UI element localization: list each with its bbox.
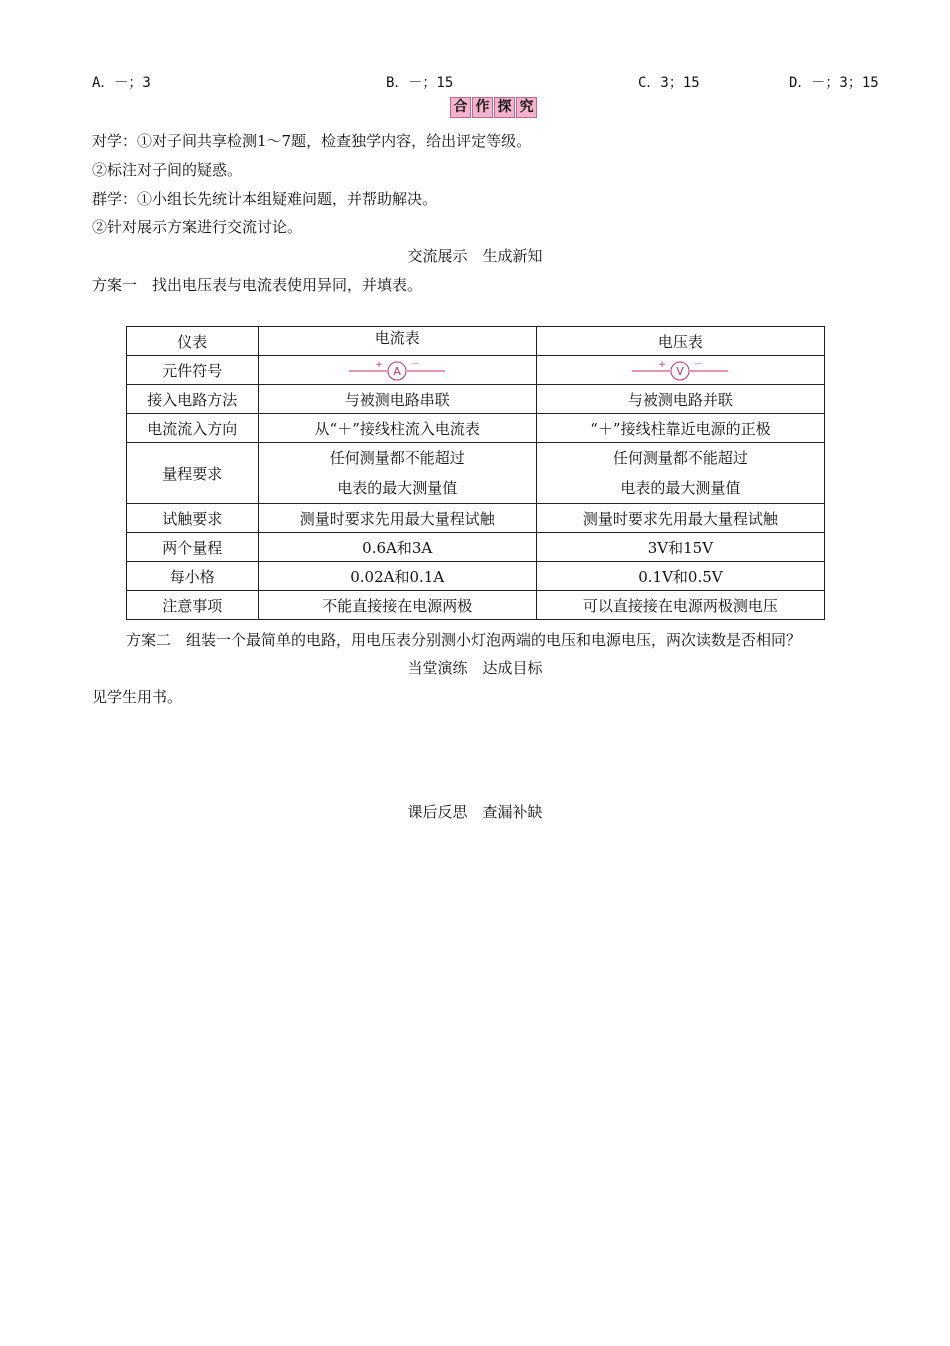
header-ammeter: 电流表 [374, 328, 420, 347]
minus-sign: － [693, 360, 703, 370]
voltmeter-symbol-cell [536, 356, 824, 385]
ammeter-cell: 不能直接接在电源两极 [258, 591, 536, 620]
ammeter-cell [258, 443, 536, 504]
voltmeter-cell: “＋”接线柱靠近电源的正极 [536, 414, 824, 443]
badge-char: 合 [450, 97, 471, 118]
see-book: 见学生用书。 [92, 688, 183, 706]
row-label: 量程要求 [127, 443, 259, 504]
answer-options [92, 72, 892, 92]
section-badge [450, 97, 537, 118]
ammeter-cell: 0.6A和3A [258, 533, 536, 562]
header-cell [258, 327, 536, 356]
heading-practice: 当堂演练 达成目标 [407, 659, 543, 677]
table-row [127, 385, 825, 414]
badge-char: 作 [472, 97, 493, 118]
instruction-4: ②针对展示方案进行交流讨论。 [92, 218, 303, 236]
table-row [127, 591, 825, 620]
option-d: D．－；3；15 [789, 75, 879, 91]
table-row [127, 533, 825, 562]
voltmeter-line-2: 电表的最大测量值 [620, 479, 741, 497]
heading-reflect: 课后反思 查漏补缺 [407, 803, 543, 821]
heading-exchange: 交流展示 生成新知 [407, 247, 543, 265]
voltmeter-cell: 0.1V和0.5V [536, 562, 824, 591]
table-row [127, 443, 825, 504]
ammeter-line-2: 电表的最大测量值 [337, 479, 458, 497]
instruction-1: 对学：①对子间共享检测1～7题，检查独学内容，给出评定等级。 [92, 132, 532, 150]
table-row [127, 562, 825, 591]
option-c: C．3；15 [638, 75, 700, 91]
voltmeter-cell: 可以直接接在电源两极测电压 [536, 591, 824, 620]
voltmeter-symbol-icon [632, 361, 728, 381]
plus-sign: + [658, 360, 667, 370]
table-header-row [127, 327, 825, 356]
voltmeter-line-1: 任何测量都不能超过 [612, 449, 748, 467]
badge-char: 探 [494, 97, 515, 118]
minus-sign: － [410, 360, 420, 370]
ammeter-cell: 从“＋”接线柱流入电流表 [258, 414, 536, 443]
plan-one: 方案一 找出电压表与电流表使用异同，并填表。 [92, 276, 423, 294]
comparison-table [126, 326, 825, 620]
voltmeter-cell: 测量时要求先用最大量程试触 [536, 504, 824, 533]
option-a: A．－；3 [92, 75, 151, 91]
voltmeter-letter: V [676, 364, 685, 378]
ammeter-symbol-icon [349, 361, 445, 381]
instruction-3: 群学：①小组长先统计本组疑难问题，并帮助解决。 [92, 190, 438, 208]
row-label: 元件符号 [127, 356, 259, 385]
table-row [127, 414, 825, 443]
plus-sign: + [375, 360, 383, 370]
ammeter-cell: 0.02A和0.1A [258, 562, 536, 591]
row-label: 两个量程 [127, 533, 259, 562]
header-cell: 电压表 [536, 327, 824, 356]
table-row [127, 504, 825, 533]
ammeter-symbol-cell [258, 356, 536, 385]
header-cell: 仪表 [127, 327, 259, 356]
row-label: 每小格 [127, 562, 259, 591]
ammeter-cell: 与被测电路串联 [258, 385, 536, 414]
row-label: 电流流入方向 [127, 414, 259, 443]
row-label: 试触要求 [127, 504, 259, 533]
badge-char: 究 [516, 97, 537, 118]
ammeter-cell: 测量时要求先用最大量程试触 [258, 504, 536, 533]
table-row [127, 356, 825, 385]
option-b: B．－；15 [386, 75, 454, 91]
ammeter-line-1: 任何测量都不能超过 [329, 449, 465, 467]
row-label: 接入电路方法 [127, 385, 259, 414]
plan-two: 方案二 组装一个最简单的电路，用电压表分别测小灯泡两端的电压和电源电压，两次读数是否相同？ [126, 631, 802, 649]
row-label: 注意事项 [127, 591, 259, 620]
voltmeter-cell: 与被测电路并联 [536, 385, 824, 414]
voltmeter-cell [536, 443, 824, 504]
instruction-2: ②标注对子间的疑惑。 [92, 161, 243, 179]
ammeter-letter: A [393, 364, 401, 378]
voltmeter-cell: 3V和15V [536, 533, 824, 562]
